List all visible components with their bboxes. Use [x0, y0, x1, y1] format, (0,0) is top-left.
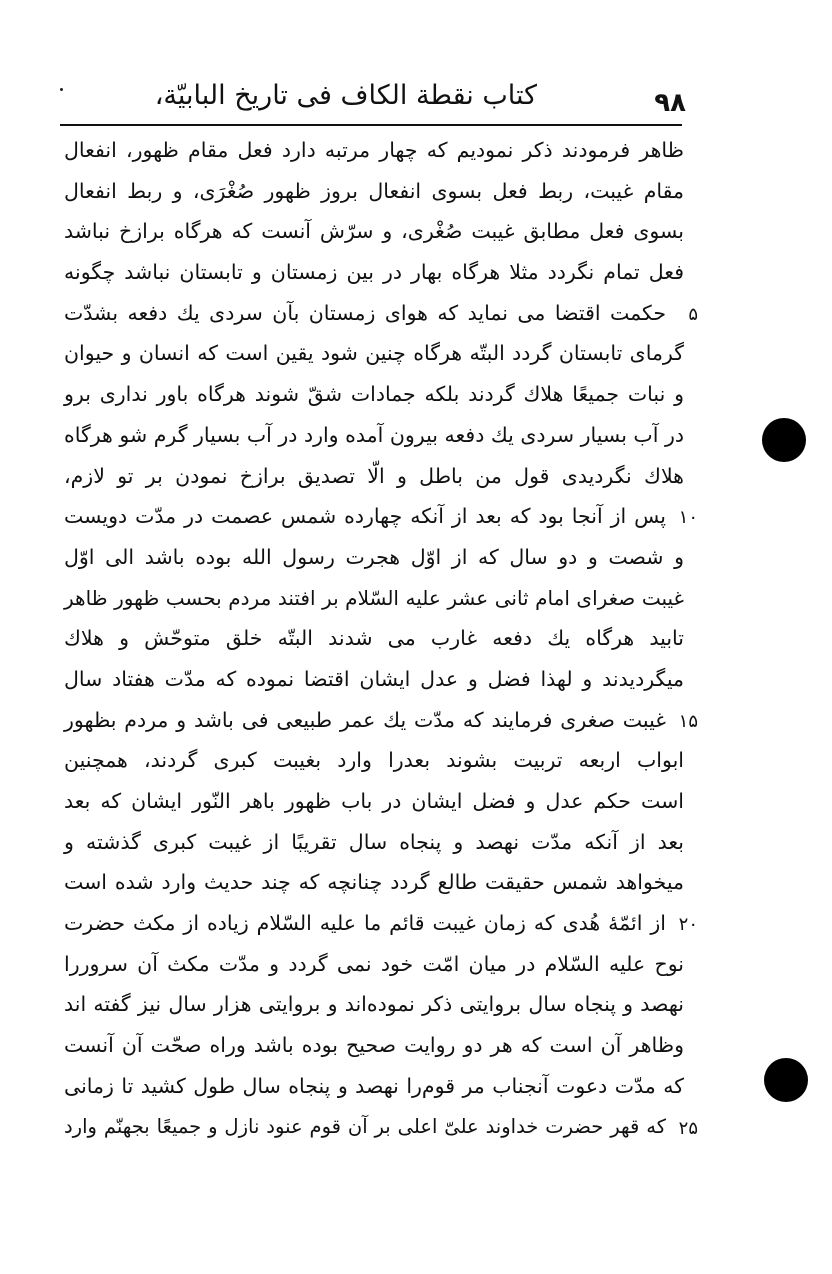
line-number: ۲۰: [678, 914, 698, 936]
line-text: ابواب اربعه تربیت بشوند بعدرا وارد بغیبت کبری گردند، همچنین: [64, 748, 684, 773]
line-text: بعد از آنکه مدّت نهصد و پنجاه سال تقریبًا از غیبت کبری گذشته و: [64, 829, 684, 854]
line-text: مقام غیبت، ربط فعل بسوی انفعال بروز ظهور صُغْرَی، و ربط انفعال: [64, 178, 684, 203]
text-line: [64, 903, 698, 944]
line-text: و شصت و دو سال که از اوّل هجرت رسول الله بوده باشد الی اوّل: [64, 544, 684, 569]
running-title: کتاب نقطة الکاف فی تاریخ البابیّة،: [154, 80, 537, 111]
line-text: که قهر حضرت خداوند علیّ اعلی بر آن قوم عنود نازل و جمیعًا بجهنّم وارد: [64, 1114, 666, 1138]
line-text: بسوی فعل مطابق غیبت صُغْری، و سرّش آنست که هرگاه برازخ نباشد: [64, 219, 684, 244]
text-line: [64, 944, 684, 985]
header-rule: [60, 124, 682, 126]
text-line: [64, 415, 684, 456]
line-text: حکمت اقتضا می نماید که هوای زمستان بآن سردی یك دفعه بشدّت: [64, 300, 666, 325]
line-number: ۲۵: [678, 1117, 698, 1139]
text-line: [64, 171, 684, 212]
line-text: میگردیدند و لهذا فضل و عدل ایشان اقتضا نموده که مدّت هفتاد سال: [64, 666, 684, 691]
text-line: [64, 211, 684, 252]
text-line: [64, 252, 684, 293]
text-line: [64, 537, 684, 578]
text-line: [64, 822, 684, 863]
text-line: [64, 984, 684, 1025]
text-line: [64, 862, 684, 903]
line-text: است حکم عدل و فضل ایشان در باب ظهور باهر النّور ایشان که بعد: [64, 789, 684, 813]
text-line: [64, 293, 698, 334]
line-text: ظاهر فرمودند ذکر نمودیم که چهار مرتبه دارد فعل مقام ظهور، انفعال: [64, 138, 684, 162]
line-text: در آب بسیار سردی یك دفعه بیرون آمده وارد در آب بسیار گرم شو هرگاه: [64, 422, 684, 447]
text-line: [64, 1025, 684, 1066]
text-line: [64, 781, 684, 822]
line-number: ۱۰: [678, 507, 698, 529]
page-number: ۹۸: [654, 88, 686, 118]
line-text: پس از آنجا بود که بعد از آنکه چهارده شمس عصمت در مدّت دویست: [64, 504, 666, 529]
line-text: میخواهد شمس حقیقت طالع گردد چنانچه که چند حدیث وارد شده است: [64, 870, 684, 895]
punch-hole: [764, 1058, 808, 1102]
line-text: نهصد و پنجاه سال بروایتی ذکر نموده‌اند و بروایتی هزار سال نیز گفته اند: [64, 992, 684, 1017]
text-line: [64, 618, 684, 659]
text-line: [64, 333, 684, 374]
text-line: [64, 130, 684, 171]
page-header: [60, 76, 686, 128]
line-text: و نبات جمیعًا هلاك گردند بلکه جمادات شقّ شوند هرگاه باور نداری برو: [64, 382, 684, 407]
line-text: غیبت صغرای امام ثانی عشر علیه السّلام بر افتند مردم بحسب ظهور ظاهر: [64, 585, 684, 610]
text-line: [64, 456, 684, 497]
text-line: [64, 1066, 684, 1107]
text-line: [64, 659, 684, 700]
line-number: ۱۵: [678, 710, 698, 732]
text-line: [64, 578, 684, 619]
line-text: از ائمّهٔ هُدی که زمان غیبت قائم ما علیه السّلام زیاده از مکث حضرت: [64, 911, 666, 936]
line-text: که مدّت دعوت آنجناب مر قوم‌را نهصد و پنجاه سال طول کشید تا زمانی: [64, 1073, 684, 1098]
line-number: ۵: [688, 303, 698, 325]
text-line: [64, 496, 698, 537]
text-line: [64, 740, 684, 781]
line-text: گرمای تابستان گردد البتّه هرگاه چنین شود یقین است که انسان و حیوان: [64, 341, 684, 366]
punch-hole: [762, 418, 806, 462]
line-text: فعل تمام نگردد مثلا هرگاه بهار در بین زمستان و تابستان نباشد چگونه: [64, 260, 684, 285]
line-text: نوح علیه السّلام در میان امّت خود نمی گردد و مدّت مکث آن سروررا: [64, 951, 684, 976]
line-text: غیبت صغری فرمایند که مدّت یك عمر طبیعی فی باشد و مردم بظهور: [64, 707, 666, 732]
body-text: [64, 130, 698, 1147]
text-line: [64, 1107, 698, 1148]
line-text: تابید هرگاه یك دفعه غارب می شدند البتّه خلق متوحّش و هلاك: [64, 626, 684, 651]
text-line: [64, 374, 684, 415]
line-text: وظاهر آن است که هر دو روایت صحیح بوده باشد وراه صحّت آن آنست: [64, 1033, 684, 1058]
text-line: [64, 700, 698, 741]
line-text: هلاك نگردیدی قول من باطل و الّا تصدیق برازخ نمودن بر تو لازم،: [64, 463, 684, 488]
